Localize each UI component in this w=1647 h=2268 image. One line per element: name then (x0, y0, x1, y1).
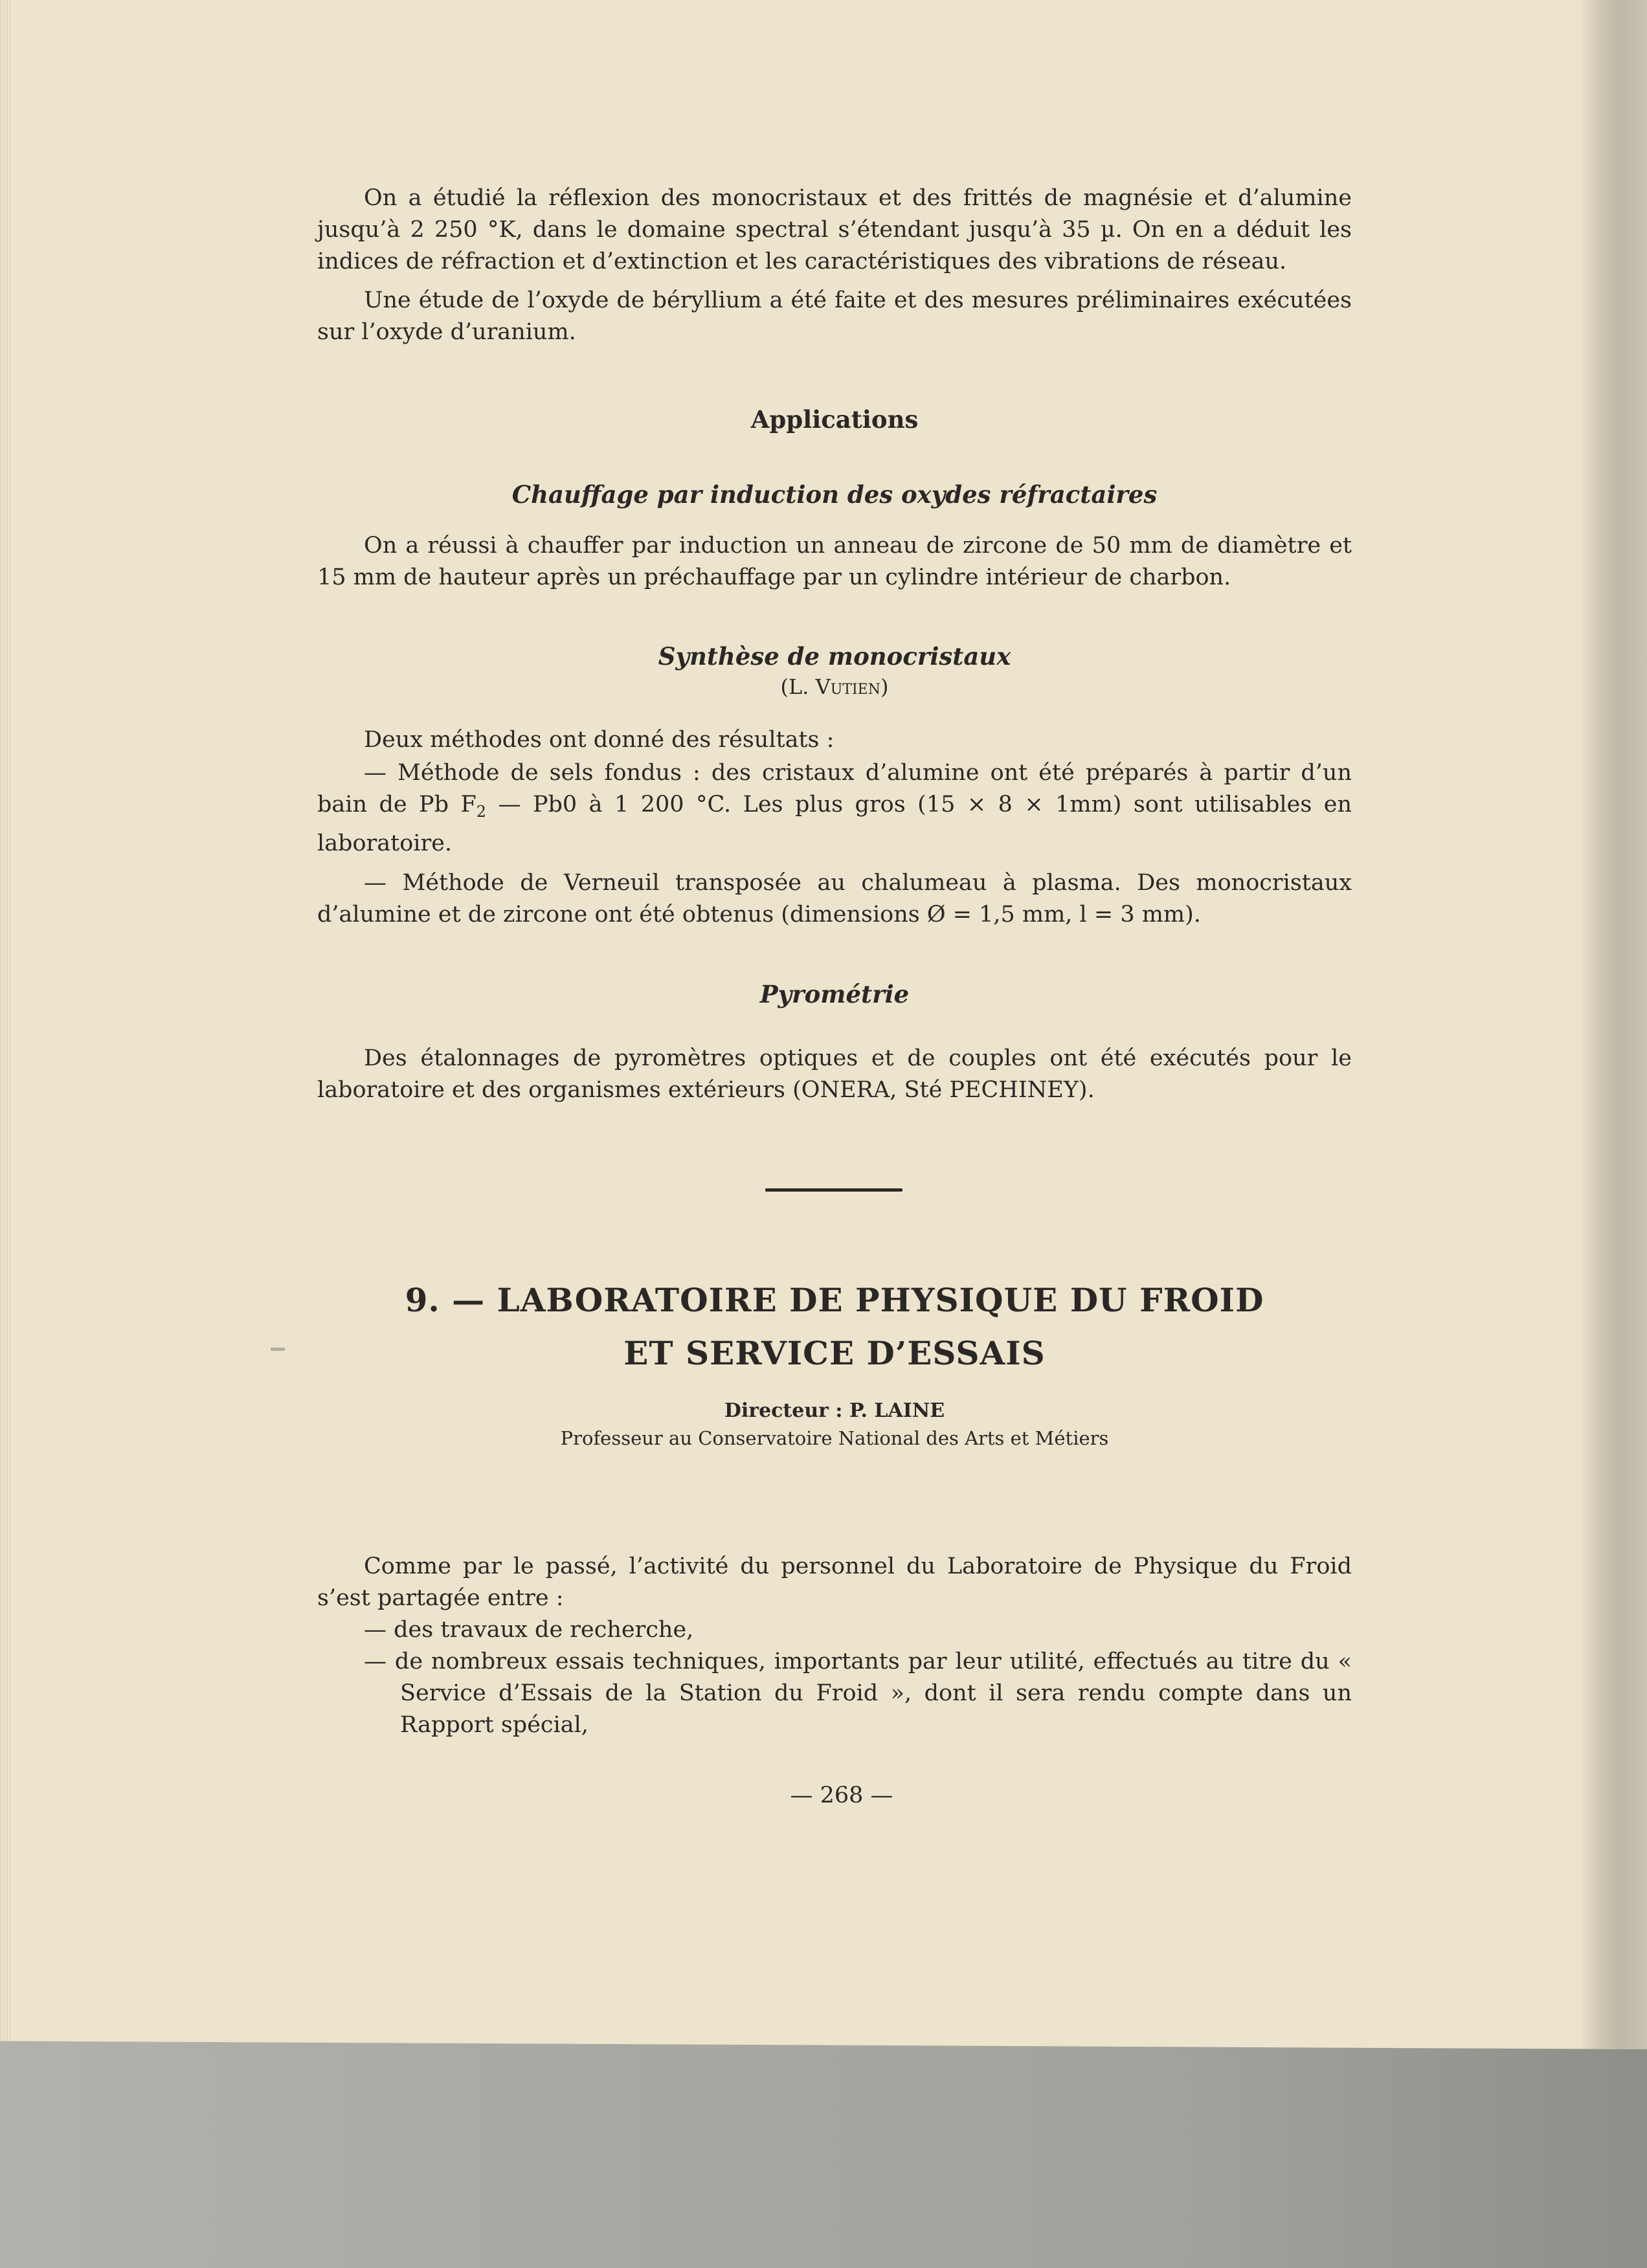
intro-block (317, 183, 1352, 348)
chapter-body (317, 1551, 1352, 1741)
director-name: Directeur : P. LAINE (724, 1399, 945, 1422)
method-verneuil: — Méthode de Verneuil transposée au chalumeau à plasma. Des monocristaux d’alumine et de zircone ont été obtenus (dimensions Ø = 1,5 mm, l = 3 mm). (317, 870, 1352, 928)
synthesis-author: (L. Vutien) (780, 674, 889, 699)
method-sels-fondus (317, 757, 1352, 860)
paragraph-beryllium: Une étude de l’oxyde de béryllium a été faite et des mesures préliminaires exécutées sur l’oxyde d’uranium. (317, 287, 1352, 345)
method1-subscript: 2 (476, 803, 487, 821)
page-edge (0, 0, 10, 2045)
method1-text-a: — Méthode de sels fondus : des cristaux d’alumine ont été préparés à partir d’un bain de Pb F (317, 760, 1352, 817)
applications-heading: Applications (750, 405, 919, 434)
synthesis-heading: Synthèse de monocristaux (658, 642, 1011, 671)
pyrometry-section (317, 979, 1352, 1106)
pyrometry-heading: Pyrométrie (759, 980, 910, 1008)
pyrometry-paragraph: Des étalonnages de pyromètres optiques et de couples ont été exécutés pour le laboratoire et des organismes extérieurs (ONERA, Sté PECHINEY). (317, 1045, 1352, 1103)
spine-shadow (1580, 0, 1647, 2049)
chapter-intro: Comme par le passé, l’activité du personnel du Laboratoire de Physique du Froid s’est partagée entre : (317, 1553, 1352, 1611)
section-divider (765, 1188, 902, 1192)
induction-section (317, 479, 1352, 594)
synthesis-section (317, 641, 1352, 931)
paragraph-reflexion: On a étudié la réflexion des monocristaux et des frittés de magnésie et d’alumine jusqu’à 2 250 °K, dans le domaine spectral s’étendant jusqu’à 35 µ. On en a déduit les indices de réfraction et d’extinction et les caractéristiques des vibrations de réseau. (317, 185, 1352, 274)
scan-mark (271, 1348, 285, 1351)
chapter-title-line1: 9. — LABORATOIRE DE PHYSIQUE DU FROID (405, 1281, 1264, 1319)
page-number: — 268 — (790, 1783, 893, 1808)
director-block (317, 1397, 1352, 1451)
list-item: — de nombreux essais techniques, importants par leur utilité, effectués au titre du « Service d’Essais de la Station du Froid », dont il sera rendu compte dans un Rapport spécial, (364, 1649, 1352, 1738)
chapter-title (317, 1274, 1352, 1380)
synthesis-intro: Deux méthodes ont donné des résultats : (364, 727, 835, 753)
induction-heading: Chauffage par induction des oxydes réfractaires (511, 480, 1158, 509)
method1-text-b: — Pb0 à 1 200 °C. Les plus gros (15 × 8 × 1mm) sont utilisables en laboratoire. (317, 792, 1352, 856)
induction-paragraph: On a réussi à chauffer par induction un anneau de zircone de 50 mm de diamètre et 15 mm de hauteur après un préchauffage par un cylindre intérieur de charbon. (317, 533, 1352, 590)
chapter-title-line2: ET SERVICE D’ESSAIS (623, 1334, 1046, 1372)
list-item: — des travaux de recherche, (364, 1617, 694, 1643)
director-title: Professeur au Conservatoire National des Arts et Métiers (560, 1427, 1109, 1449)
applications-heading-block (317, 404, 1352, 436)
